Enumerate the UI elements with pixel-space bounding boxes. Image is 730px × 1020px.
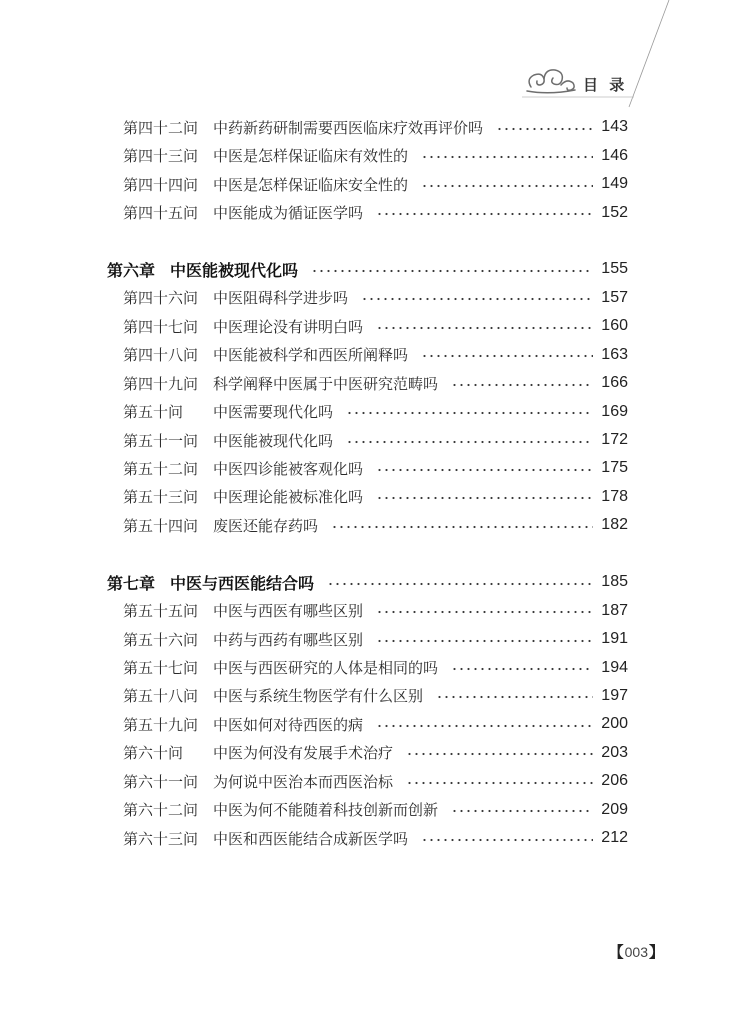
toc-entry (107, 596, 628, 624)
toc-entry (107, 824, 628, 852)
entry-page-number: 187 (601, 601, 628, 619)
entry-page-number: 175 (601, 459, 628, 477)
entry-title: 中医能被科学和西医所阐释吗 (213, 346, 409, 365)
toc-entry (107, 312, 628, 340)
dot-leader (376, 493, 593, 503)
dot-leader (376, 465, 593, 475)
cloud-ornament-icon (527, 70, 575, 93)
entry-title: 中医如何对待西医的病 (213, 715, 364, 734)
chapter-heading-6 (107, 255, 628, 283)
entry-title: 为何说中医治本而西医治标 (213, 772, 394, 791)
page-folio (609, 941, 664, 962)
dot-leader (496, 124, 593, 134)
dot-leader (376, 607, 593, 617)
toc-entry (107, 141, 628, 169)
folio-bracket-open: 【 (608, 943, 624, 961)
dot-leader (421, 351, 593, 361)
entry-label: 第五十二问 (123, 459, 199, 478)
entry-label: 第四十六问 (123, 289, 199, 308)
entry-title: 中医是怎样保证临床有效性的 (213, 147, 409, 166)
entry-page-number: 194 (601, 658, 628, 676)
entry-label: 第五十一问 (123, 431, 199, 450)
toc-entry (107, 511, 628, 539)
entry-page-number: 206 (601, 772, 628, 790)
dot-leader (376, 323, 593, 333)
entry-title: 中医与西医有哪些区别 (213, 602, 364, 621)
entry-page-number: 163 (601, 345, 628, 363)
folio-number: 003 (624, 943, 648, 960)
entry-title: 中医与系统生物医学有什么区别 (213, 687, 424, 706)
dot-leader (327, 579, 593, 589)
entry-page-number: 157 (601, 288, 628, 306)
toc-entry (107, 767, 628, 795)
entry-label: 第五十九问 (123, 715, 199, 734)
toc-group (107, 113, 628, 227)
entry-label: 第五十三问 (123, 488, 199, 507)
entry-page-number: 160 (601, 317, 628, 335)
entry-title: 中医是怎样保证临床安全性的 (213, 175, 409, 194)
entry-page-number: 169 (601, 402, 628, 420)
entry-label: 第五十五问 (123, 602, 199, 621)
entry-title: 中医理论没有讲明白吗 (213, 317, 364, 336)
toc-entry (107, 397, 628, 425)
entry-title: 中医与西医研究的人体是相同的吗 (213, 659, 439, 678)
entry-title: 中药新药研制需要西医临床疗效再评价吗 (213, 118, 484, 137)
toc-entry (107, 454, 628, 482)
toc-entry (107, 170, 628, 198)
entry-page-number: 149 (601, 175, 628, 193)
entry-label: 第四十九问 (123, 374, 199, 393)
toc-entry (107, 483, 628, 511)
dot-leader (436, 692, 593, 702)
entry-page-number: 203 (601, 743, 628, 761)
entry-label: 第五十问 (123, 403, 184, 422)
entry-title: 中医为何不能随着科技创新而创新 (213, 801, 439, 820)
entry-page-number: 166 (601, 374, 628, 392)
entry-page-number: 197 (601, 686, 628, 704)
entry-title: 中医理论能被标准化吗 (213, 488, 364, 507)
toc-entry (107, 198, 628, 226)
section-title: 目 录 (583, 76, 628, 94)
dot-leader (421, 152, 593, 162)
entry-page-number: 146 (601, 146, 628, 164)
entry-title: 中医能被现代化吗 (213, 431, 334, 450)
dot-leader (346, 437, 593, 447)
chapter-heading-7 (107, 568, 628, 596)
chapter-title: 中医能被现代化吗 (170, 260, 299, 280)
entry-title: 中医阻碍科学进步吗 (213, 289, 349, 308)
diagonal-rule (629, 0, 669, 107)
dot-leader (311, 266, 593, 276)
dot-leader (331, 522, 593, 532)
toc-entry (107, 682, 628, 710)
dot-leader (451, 380, 593, 390)
entry-label: 第四十三问 (123, 147, 199, 166)
dot-leader (406, 749, 593, 759)
dot-leader (361, 294, 593, 304)
entry-label: 第四十五问 (123, 204, 199, 223)
entry-label: 第五十八问 (123, 687, 199, 706)
toc-entry (107, 625, 628, 653)
entry-page-number: 172 (601, 431, 628, 449)
entry-title: 废医还能存药吗 (213, 516, 319, 535)
entry-label: 第六十三问 (123, 829, 199, 848)
dot-leader (376, 209, 593, 219)
entry-label: 第五十四问 (123, 516, 199, 535)
entry-title: 中医四诊能被客观化吗 (213, 459, 364, 478)
chapter-label: 第七章 (107, 573, 156, 593)
dot-leader (406, 778, 593, 788)
toc-entry (107, 653, 628, 681)
dot-leader (451, 664, 593, 674)
entry-title: 中医和西医能结合成新医学吗 (213, 829, 409, 848)
dot-leader (346, 408, 593, 418)
entry-title: 中医能成为循证医学吗 (213, 204, 364, 223)
chapter-label: 第六章 (107, 260, 156, 280)
toc-entry (107, 113, 628, 141)
chapter-page-number: 155 (601, 260, 628, 278)
entry-label: 第五十七问 (123, 659, 199, 678)
entry-page-number: 200 (601, 715, 628, 733)
entry-page-number: 178 (601, 487, 628, 505)
toc-entry (107, 739, 628, 767)
toc-entry (107, 341, 628, 369)
entry-page-number: 209 (601, 800, 628, 818)
entry-title: 中医需要现代化吗 (213, 403, 334, 422)
toc-group (107, 255, 628, 539)
chapter-page-number: 185 (601, 573, 628, 591)
toc-entry (107, 426, 628, 454)
table-of-contents (107, 113, 628, 852)
entry-label: 第六十二问 (123, 801, 199, 820)
entry-page-number: 191 (601, 630, 628, 648)
entry-label: 第四十二问 (123, 118, 199, 137)
entry-label: 第六十问 (123, 744, 184, 763)
toc-entry (107, 796, 628, 824)
toc-entry (107, 369, 628, 397)
toc-group (107, 568, 628, 852)
entry-label: 第四十七问 (123, 317, 199, 336)
entry-label: 第五十六问 (123, 630, 199, 649)
entry-label: 第六十一问 (123, 772, 199, 791)
entry-title: 中药与西药有哪些区别 (213, 630, 364, 649)
folio-bracket-close: 】 (648, 943, 664, 961)
toc-entry (107, 710, 628, 738)
entry-title: 中医为何没有发展手术治疗 (213, 744, 394, 763)
dot-leader (451, 806, 593, 816)
chapter-title: 中医与西医能结合吗 (170, 573, 315, 593)
dot-leader (421, 181, 593, 191)
entry-page-number: 152 (601, 203, 628, 221)
entry-label: 第四十四问 (123, 175, 199, 194)
dot-leader (376, 721, 593, 731)
dot-leader (421, 835, 593, 845)
entry-page-number: 182 (601, 516, 628, 534)
entry-label: 第四十八问 (123, 346, 199, 365)
entry-page-number: 143 (601, 118, 628, 136)
dot-leader (376, 636, 593, 646)
entry-page-number: 212 (601, 829, 628, 847)
toc-entry (107, 284, 628, 312)
entry-title: 科学阐释中医属于中医研究范畴吗 (213, 374, 439, 393)
